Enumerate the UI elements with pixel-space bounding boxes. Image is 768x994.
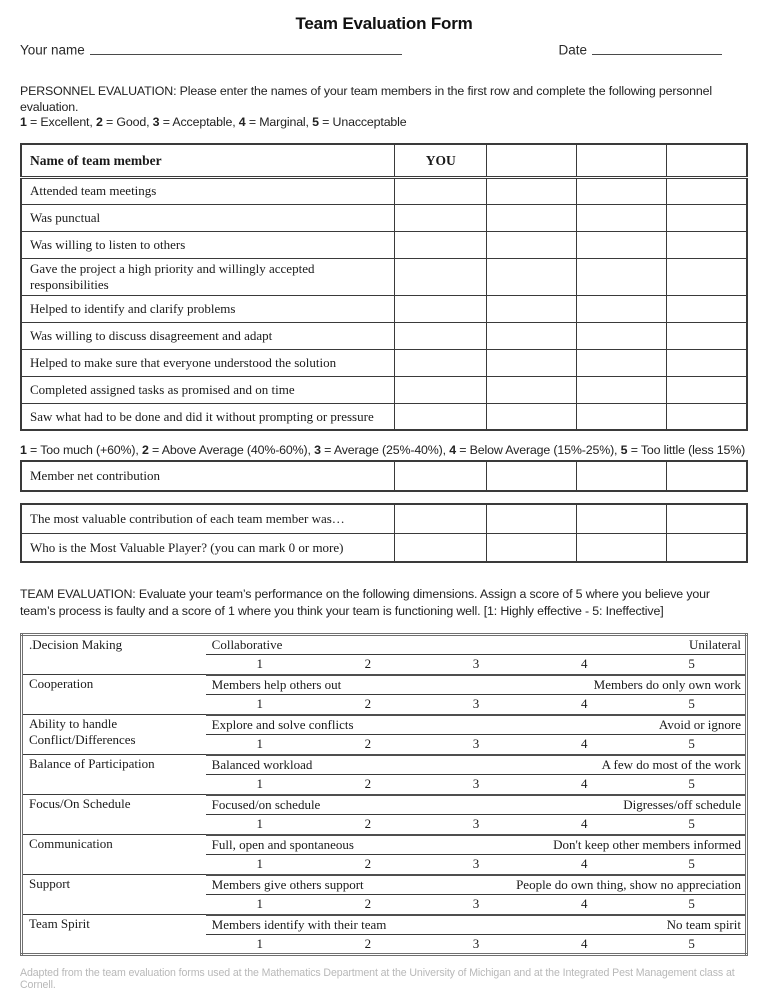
scale-option[interactable]: 4 <box>530 695 638 715</box>
mvp-cell[interactable] <box>576 504 666 533</box>
criterion-label: Was punctual <box>21 204 395 231</box>
scale-left-anchor: Balanced workload <box>206 755 476 775</box>
score-cell[interactable] <box>666 177 747 204</box>
dimension-label: Cooperation <box>22 675 206 715</box>
scale-option[interactable]: 2 <box>314 855 422 875</box>
contribution-cell[interactable] <box>666 461 747 491</box>
score-cell[interactable] <box>395 258 487 295</box>
score-cell[interactable] <box>666 349 747 376</box>
scale-right-anchor: Digresses/off schedule <box>476 795 746 815</box>
score-cell[interactable] <box>666 204 747 231</box>
your-name-label: Your name <box>20 42 85 58</box>
scale-option[interactable]: 1 <box>206 655 314 675</box>
score-cell[interactable] <box>576 349 666 376</box>
scale-option[interactable]: 5 <box>638 775 746 795</box>
contribution-cell[interactable] <box>576 461 666 491</box>
table-row <box>21 295 747 322</box>
table-row <box>21 403 747 430</box>
table-row <box>21 177 747 204</box>
legend-item: 5 = Too little (less 15%) <box>620 443 746 458</box>
score-cell[interactable] <box>576 177 666 204</box>
scale-option[interactable]: 3 <box>422 855 530 875</box>
table-row <box>21 231 747 258</box>
scale-option[interactable]: 2 <box>314 655 422 675</box>
legend-item: 4 = Marginal, <box>238 115 313 130</box>
score-cell[interactable] <box>395 376 487 403</box>
score-cell[interactable] <box>395 295 487 322</box>
scale-left-anchor: Full, open and spontaneous <box>206 835 476 855</box>
scale-option[interactable]: 2 <box>314 735 422 755</box>
name-date-row <box>20 41 748 58</box>
legend-item: 3 = Acceptable, <box>152 115 239 130</box>
scale-option[interactable]: 4 <box>530 735 638 755</box>
table-row <box>21 349 747 376</box>
score-cell[interactable] <box>395 231 487 258</box>
table-row <box>21 376 747 403</box>
score-cell[interactable] <box>395 177 487 204</box>
dimension-label-row <box>22 875 747 895</box>
member-name-cell[interactable] <box>666 144 747 177</box>
criterion-label: Was willing to listen to others <box>21 231 395 258</box>
legend-item: 5 = Unacceptable <box>312 115 407 130</box>
score-cell[interactable] <box>487 322 577 349</box>
scale-option[interactable]: 5 <box>638 695 746 715</box>
scale-option[interactable]: 4 <box>530 935 638 955</box>
score-cell[interactable] <box>666 322 747 349</box>
scale-right-anchor: No team spirit <box>476 915 746 935</box>
score-cell[interactable] <box>666 403 747 430</box>
score-cell[interactable] <box>666 231 747 258</box>
criterion-label: The most valuable contribution of each team member was… <box>21 504 395 533</box>
mvp-cell[interactable] <box>395 533 487 562</box>
score-cell[interactable] <box>487 349 577 376</box>
mvp-cell[interactable] <box>487 533 577 562</box>
criterion-label: Saw what had to be done and did it without prompting or pressure <box>21 403 395 430</box>
dimension-label-row <box>22 635 747 655</box>
criterion-label: Helped to make sure that everyone understood the solution <box>21 349 395 376</box>
mvp-cell[interactable] <box>487 504 577 533</box>
name-of-team-member-header: Name of team member <box>21 144 395 177</box>
scale-option[interactable]: 5 <box>638 655 746 675</box>
dimension-label-row <box>22 675 747 695</box>
scale-option[interactable]: 1 <box>206 815 314 835</box>
scale-option[interactable]: 4 <box>530 655 638 675</box>
score-cell[interactable] <box>395 322 487 349</box>
you-column-header: YOU <box>395 144 487 177</box>
criterion-label: Gave the project a high priority and willingly accepted responsibilities <box>21 258 395 295</box>
dimension-label: Team Spirit <box>22 915 206 955</box>
scale-option[interactable]: 5 <box>638 815 746 835</box>
personnel-evaluation-instructions: PERSONNEL EVALUATION: Please enter the names of your team members in the first row and complete the following personnel evaluation. <box>20 83 712 114</box>
scale-option[interactable]: 5 <box>638 855 746 875</box>
scale-right-anchor: Don't keep other members informed <box>476 835 746 855</box>
scale-option[interactable]: 4 <box>530 775 638 795</box>
page-title: Team Evaluation Form <box>295 14 473 33</box>
legend-item: 2 = Good, <box>95 115 153 130</box>
personnel-evaluation-table <box>20 143 748 431</box>
score-cell[interactable] <box>666 295 747 322</box>
scale-option[interactable]: 3 <box>422 735 530 755</box>
criterion-label: Was willing to discuss disagreement and adapt <box>21 322 395 349</box>
mvp-cell[interactable] <box>666 504 747 533</box>
date-label: Date <box>558 42 587 58</box>
dimension-label: Support <box>22 875 206 915</box>
scale-option[interactable]: 1 <box>206 735 314 755</box>
score-cell[interactable] <box>576 231 666 258</box>
scale-left-anchor: Explore and solve conflicts <box>206 715 476 735</box>
score-cell[interactable] <box>487 403 577 430</box>
score-cell[interactable] <box>576 295 666 322</box>
legend-item: 2 = Above Average (40%-60%), <box>141 443 315 458</box>
score-cell[interactable] <box>395 204 487 231</box>
mvp-cell[interactable] <box>576 533 666 562</box>
score-cell[interactable] <box>576 403 666 430</box>
score-cell[interactable] <box>487 258 577 295</box>
scale-option[interactable]: 1 <box>206 895 314 915</box>
scale-right-anchor: People do own thing, show no appreciation <box>476 875 746 895</box>
legend-item: 3 = Average (25%-40%), <box>314 443 450 458</box>
criterion-label: Completed assigned tasks as promised and on time <box>21 376 395 403</box>
score-cell[interactable] <box>487 177 577 204</box>
scale-option[interactable]: 1 <box>206 695 314 715</box>
dimension-label: Focus/On Schedule <box>22 795 206 835</box>
score-cell[interactable] <box>487 204 577 231</box>
scale-option[interactable]: 2 <box>314 895 422 915</box>
dimension-label: .Decision Making <box>22 635 206 675</box>
scale-option[interactable]: 3 <box>422 775 530 795</box>
dimension-label: Communication <box>22 835 206 875</box>
scale-option[interactable]: 2 <box>314 695 422 715</box>
table-row <box>21 322 747 349</box>
legend-item: 1 = Too much (+60%), <box>20 443 142 458</box>
scale-option[interactable]: 4 <box>530 855 638 875</box>
scale-left-anchor: Collaborative <box>206 635 476 655</box>
score-cell[interactable] <box>666 376 747 403</box>
score-cell[interactable] <box>487 376 577 403</box>
scale-option[interactable]: 1 <box>206 775 314 795</box>
score-cell[interactable] <box>576 322 666 349</box>
date-input[interactable] <box>592 41 722 55</box>
scale-option[interactable]: 5 <box>638 935 746 955</box>
scale-left-anchor: Members help others out <box>206 675 476 695</box>
scale-option[interactable]: 1 <box>206 855 314 875</box>
scale-option[interactable]: 4 <box>530 895 638 915</box>
scale-right-anchor: Members do only own work <box>476 675 746 695</box>
scale-right-anchor: Avoid or ignore <box>476 715 746 735</box>
scale-left-anchor: Focused/on schedule <box>206 795 476 815</box>
attribution-note: Adapted from the team evaluation forms used at the Mathematics Department at the University of Michigan and at the Integrated Pest Management class at Cornell. <box>20 967 735 991</box>
team-evaluation-instructions: TEAM EVALUATION: Evaluate your team’s performance on the following dimensions. Assign a score of 5 where you believe your team’s process is faulty and a score of 1 where you think your team is functioning well. [1: Highly effective - 5: Ineffective] <box>20 587 710 618</box>
scale-option[interactable]: 3 <box>422 935 530 955</box>
scale-option[interactable]: 2 <box>314 935 422 955</box>
score-cell[interactable] <box>487 231 577 258</box>
score-cell[interactable] <box>576 204 666 231</box>
dimension-label-row <box>22 915 747 935</box>
score-cell[interactable] <box>395 349 487 376</box>
table-row <box>21 504 747 533</box>
scale-option[interactable]: 4 <box>530 815 638 835</box>
dimension-label-row <box>22 835 747 855</box>
scale-option[interactable]: 3 <box>422 895 530 915</box>
contribution-rating-legend <box>20 443 748 457</box>
team-evaluation-table <box>20 633 748 956</box>
dimension-label-row <box>22 795 747 815</box>
scale-right-anchor: Unilateral <box>476 635 746 655</box>
criterion-label: Attended team meetings <box>21 177 395 204</box>
mvp-cell[interactable] <box>395 504 487 533</box>
most-valuable-table <box>20 503 748 563</box>
scale-option[interactable]: 3 <box>422 815 530 835</box>
member-name-cell[interactable] <box>487 144 577 177</box>
table-row <box>21 461 747 491</box>
your-name-group <box>20 41 402 58</box>
member-name-cell[interactable] <box>576 144 666 177</box>
scale-left-anchor: Members give others support <box>206 875 476 895</box>
date-group <box>558 41 722 58</box>
criterion-label: Member net contribution <box>21 461 395 491</box>
contribution-cell[interactable] <box>487 461 577 491</box>
scale-option[interactable]: 2 <box>314 815 422 835</box>
dimension-label-row <box>22 715 747 735</box>
dimension-label-row <box>22 755 747 775</box>
scale-option[interactable]: 5 <box>638 735 746 755</box>
table-header-row <box>21 144 747 177</box>
dimension-label: Balance of Participation <box>22 755 206 795</box>
scale-left-anchor: Members identify with their team <box>206 915 476 935</box>
score-cell[interactable] <box>576 376 666 403</box>
scale-option[interactable]: 1 <box>206 935 314 955</box>
scale-option[interactable]: 3 <box>422 695 530 715</box>
net-contribution-table <box>20 460 748 492</box>
table-row <box>21 204 747 231</box>
table-row <box>21 258 747 295</box>
contribution-cell[interactable] <box>395 461 487 491</box>
criterion-label: Who is the Most Valuable Player? (you can mark 0 or more) <box>21 533 395 562</box>
score-cell[interactable] <box>395 403 487 430</box>
score-cell[interactable] <box>576 258 666 295</box>
scale-option[interactable]: 3 <box>422 655 530 675</box>
criterion-label: Helped to identify and clarify problems <box>21 295 395 322</box>
dimension-label: Ability to handle Conflict/Differences <box>22 715 206 755</box>
scale-right-anchor: A few do most of the work <box>476 755 746 775</box>
legend-item: 4 = Below Average (15%-25%), <box>449 443 621 458</box>
legend-item: 1 = Excellent, <box>20 115 96 130</box>
scale-option[interactable]: 2 <box>314 775 422 795</box>
your-name-input[interactable] <box>90 41 402 55</box>
table-row <box>21 533 747 562</box>
personnel-rating-legend <box>20 115 748 129</box>
score-cell[interactable] <box>666 258 747 295</box>
scale-option[interactable]: 5 <box>638 895 746 915</box>
mvp-cell[interactable] <box>666 533 747 562</box>
score-cell[interactable] <box>487 295 577 322</box>
